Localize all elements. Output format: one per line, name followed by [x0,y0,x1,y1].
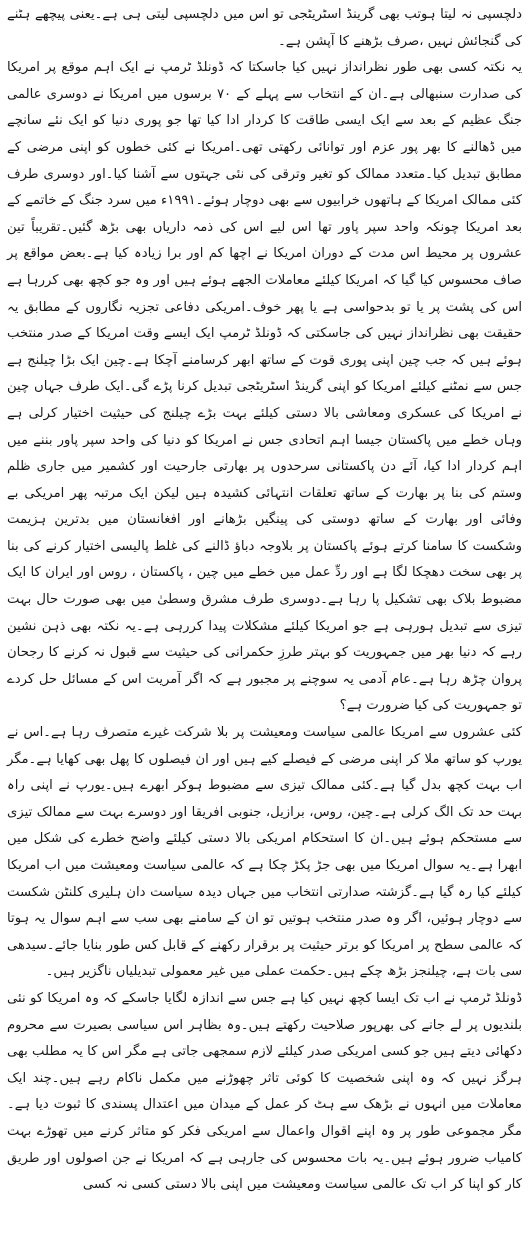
article-paragraph: یہ نکتہ کسی بھی طور نظرانداز نہیں کیا جاسکتا کہ ڈونلڈ ٹرمپ نے ایک اہم موقع پر امریکا کی صدارت سنبھالی ہے۔ان کے انتخاب سے پہلے کے ۷۰ برسوں میں امریکا نے دوسری عالمی جنگ عظیم کے بعد سے ایک ایسی طاقت کا کردار ادا کیا تھا جو پوری دنیا کو ایک نئے سانچے میں ڈھالنے کا بھر پور عزم اور توانائی رکھتی تھی۔امریکا نے کئی خطوں کو اپنی مرضی کے مطابق تبدیل کیا۔متعدد ممالک کو تغیر وترقی کی نئی جہتوں سے آشنا کیا۔اور دوسری طرف کئی ممالک امریکا کے ہاتھوں خرابیوں سے بھی دوچار ہوئے۔۱۹۹۱ء میں سرد جنگ کے خاتمے کے بعد امریکا چونکہ واحد سپر پاور تھا اس لیے اس کی ذمہ داریاں بھی بڑھ گئیں۔تقریباً تین عشروں پر محیط اس مدت کے دوران امریکا نے اچھا کم اور برا زیادہ کیا ہے۔بعض مواقع پر صاف محسوس کیا گیا کہ امریکا کیلئے معاملات الجھے ہوئے ہیں اور وہ جو کچھ بھی کررہا ہے اس کی پشت پر یا تو بدحواسی ہے یا پھر خوف۔امریکی دفاعی تجزیہ نگاروں کے مطابق یہ حقیقت بھی نظرانداز نہیں کی جاسکتی کہ ڈونلڈ ٹرمپ ایک ایسے وقت امریکا کے صدر منتخب ہوئے ہیں کہ جب چین اپنی پوری قوت کے ساتھ ابھر کرسامنے آچکا ہے۔چین ایک بڑا چیلنج ہے جس سے نمٹنے کیلئے امریکا کو اپنی گرینڈ اسٹریٹجی تبدیل کرنا پڑے گی۔ایک طرف جہاں چین نے امریکا کی عسکری ومعاشی بالا دستی کیلئے بہت بڑے چیلنج کی حیثیت اختیار کرلی ہے وہاں خطے میں پاکستان جیسا اہم اتحادی جس نے امریکا کو دنیا کی واحد سپر پاور بننے میں اہم کردار ادا کیا، آئے دن پاکستانی سرحدوں پر بھارتی جارحیت اور کشمیر میں جاری ظلم وستم کی بنا پر بھارت کے ساتھ تعلقات انتہائی کشیدہ ہیں لیکن ایک مرتبہ پھر امریکی بے وفائی اور بھارت کے ساتھ دوستی کی پینگیں بڑھانے اور افغانستان میں بدترین ہزیمت وشکست کا سامنا کرتے ہوئے پاکستان پر بلاوجہ دباؤ ڈالنے کی غلط پالیسی اختیار کرنے کی بنا پر بھی سخت دھچکا لگا ہے اور ردِّ عمل میں خطے میں چین ، پاکستان ، روس اور ایران کا ایک مضبوط بلاک بھی تشکیل پا رہا ہے۔دوسری طرف مشرق وسطیٰ میں بھی صورت حال بہت تیزی سے تبدیل ہورہی ہے جو امریکا کیلئے مشکلات پیدا کررہی ہے۔یہ نکتہ بھی ذہن نشین رہے کہ دنیا بھر میں جمہوریت کو بہتر طرزِ حکمرانی کی حیثیت سے قبول نہ کرنے کا رجحان پروان چڑھ رہا ہے۔عام آدمی یہ سوچنے پر مجبور ہے کہ اگر آمریت اس کے مسائل حل کردے تو جمہوریت کی کیا ضرورت ہے؟ [7,60,522,714]
article-paragraph: ڈونلڈ ٹرمپ نے اب تک ایسا کچھ نہیں کیا ہے جس سے اندازہ لگایا جاسکے کہ وہ امریکا کو نئی بلندیوں پر لے جانے کی بھرپور صلاحیت رکھتے ہیں۔وہ بظاہر اس سیاسی بصیرت سے محروم دکھائی دیتے ہیں جو کسی امریکی صدر کیلئے لازم سمجھی جاتی ہے مگر اس کا یہ مطلب بھی ہرگز نہیں کہ وہ اپنی شخصیت کا کوئی تاثر چھوڑنے میں مکمل ناکام رہے ہیں۔چند ایک معاملات میں انہوں نے بڑھک سے ہٹ کر عمل کے میدان میں اعتدال پسندی کا ثبوت دیا ہے۔مگر مجموعی طور پر وہ اپنے اقوال واعمال سے امریکی فکر کو متاثر کرنے میں تھوڑے بہت کامیاب ضرور ہوئے ہیں۔یہ بات محسوس کی جارہی ہے کہ امریکا نے جن اصولوں اور طریق کار کو اپنا کر اب تک عالمی سیاست ومعیشت میں اپنی بالا دستی کسی نہ کسی [7,990,522,1193]
article-paragraph: کئی عشروں سے امریکا عالمی سیاست ومعیشت پر بلا شرکت غیرے متصرف رہا ہے۔اس نے یورپ کو ساتھ ملا کر اپنی مرضی کے فیصلے کیے ہیں اور ان فیصلوں کا پھل بھی کھایا ہے۔مگر اب بہت کچھ بدل گیا ہے۔کئی ممالک تیزی سے مضبوط ہوکر ابھرے ہیں۔یورپ نے اپنی راہ بہت حد تک الگ کرلی ہے۔چین، روس، برازیل، جنوبی افریقا اور دوسرے بہت سے ممالک تیزی سے مستحکم ہوئے ہیں۔ان کا استحکام امریکی بالا دستی کیلئے واضح خطرے کی شکل میں ابھرا ہے۔یہ سوال امریکا میں بھی جڑ پکڑ چکا ہے کہ عالمی سیاست ومعیشت میں اب امریکا کیلئے کیا رہ گیا ہے۔گزشتہ صدارتی انتخاب میں جہاں دیدہ سیاست دان ہلیری کلنٹن شکست سے دوچار ہوئیں، اگر وہ صدر منتخب ہوتیں تو ان کے سامنے بھی سب سے اہم سوال یہ ہوتا کہ عالمی سطح پر امریکا کو برتر حیثیت پر برقرار رکھنے کے قابل کس طور بنایا جائے۔سیدھی سی بات ہے، چیلنجز بڑھ چکے ہیں۔حکمت عملی میں غیر معمولی تبدیلیاں ناگزیر ہیں۔ [7,725,522,980]
article-paragraph: دلچسپی نہ لیتا ہوتب بھی گرینڈ اسٹریٹجی تو اس میں دلچسپی لیتی ہی ہے۔یعنی پیچھے ہٹنے کی گنجائش نہیں ،صرف بڑھنے کا آپشن ہے۔ [7,7,522,49]
